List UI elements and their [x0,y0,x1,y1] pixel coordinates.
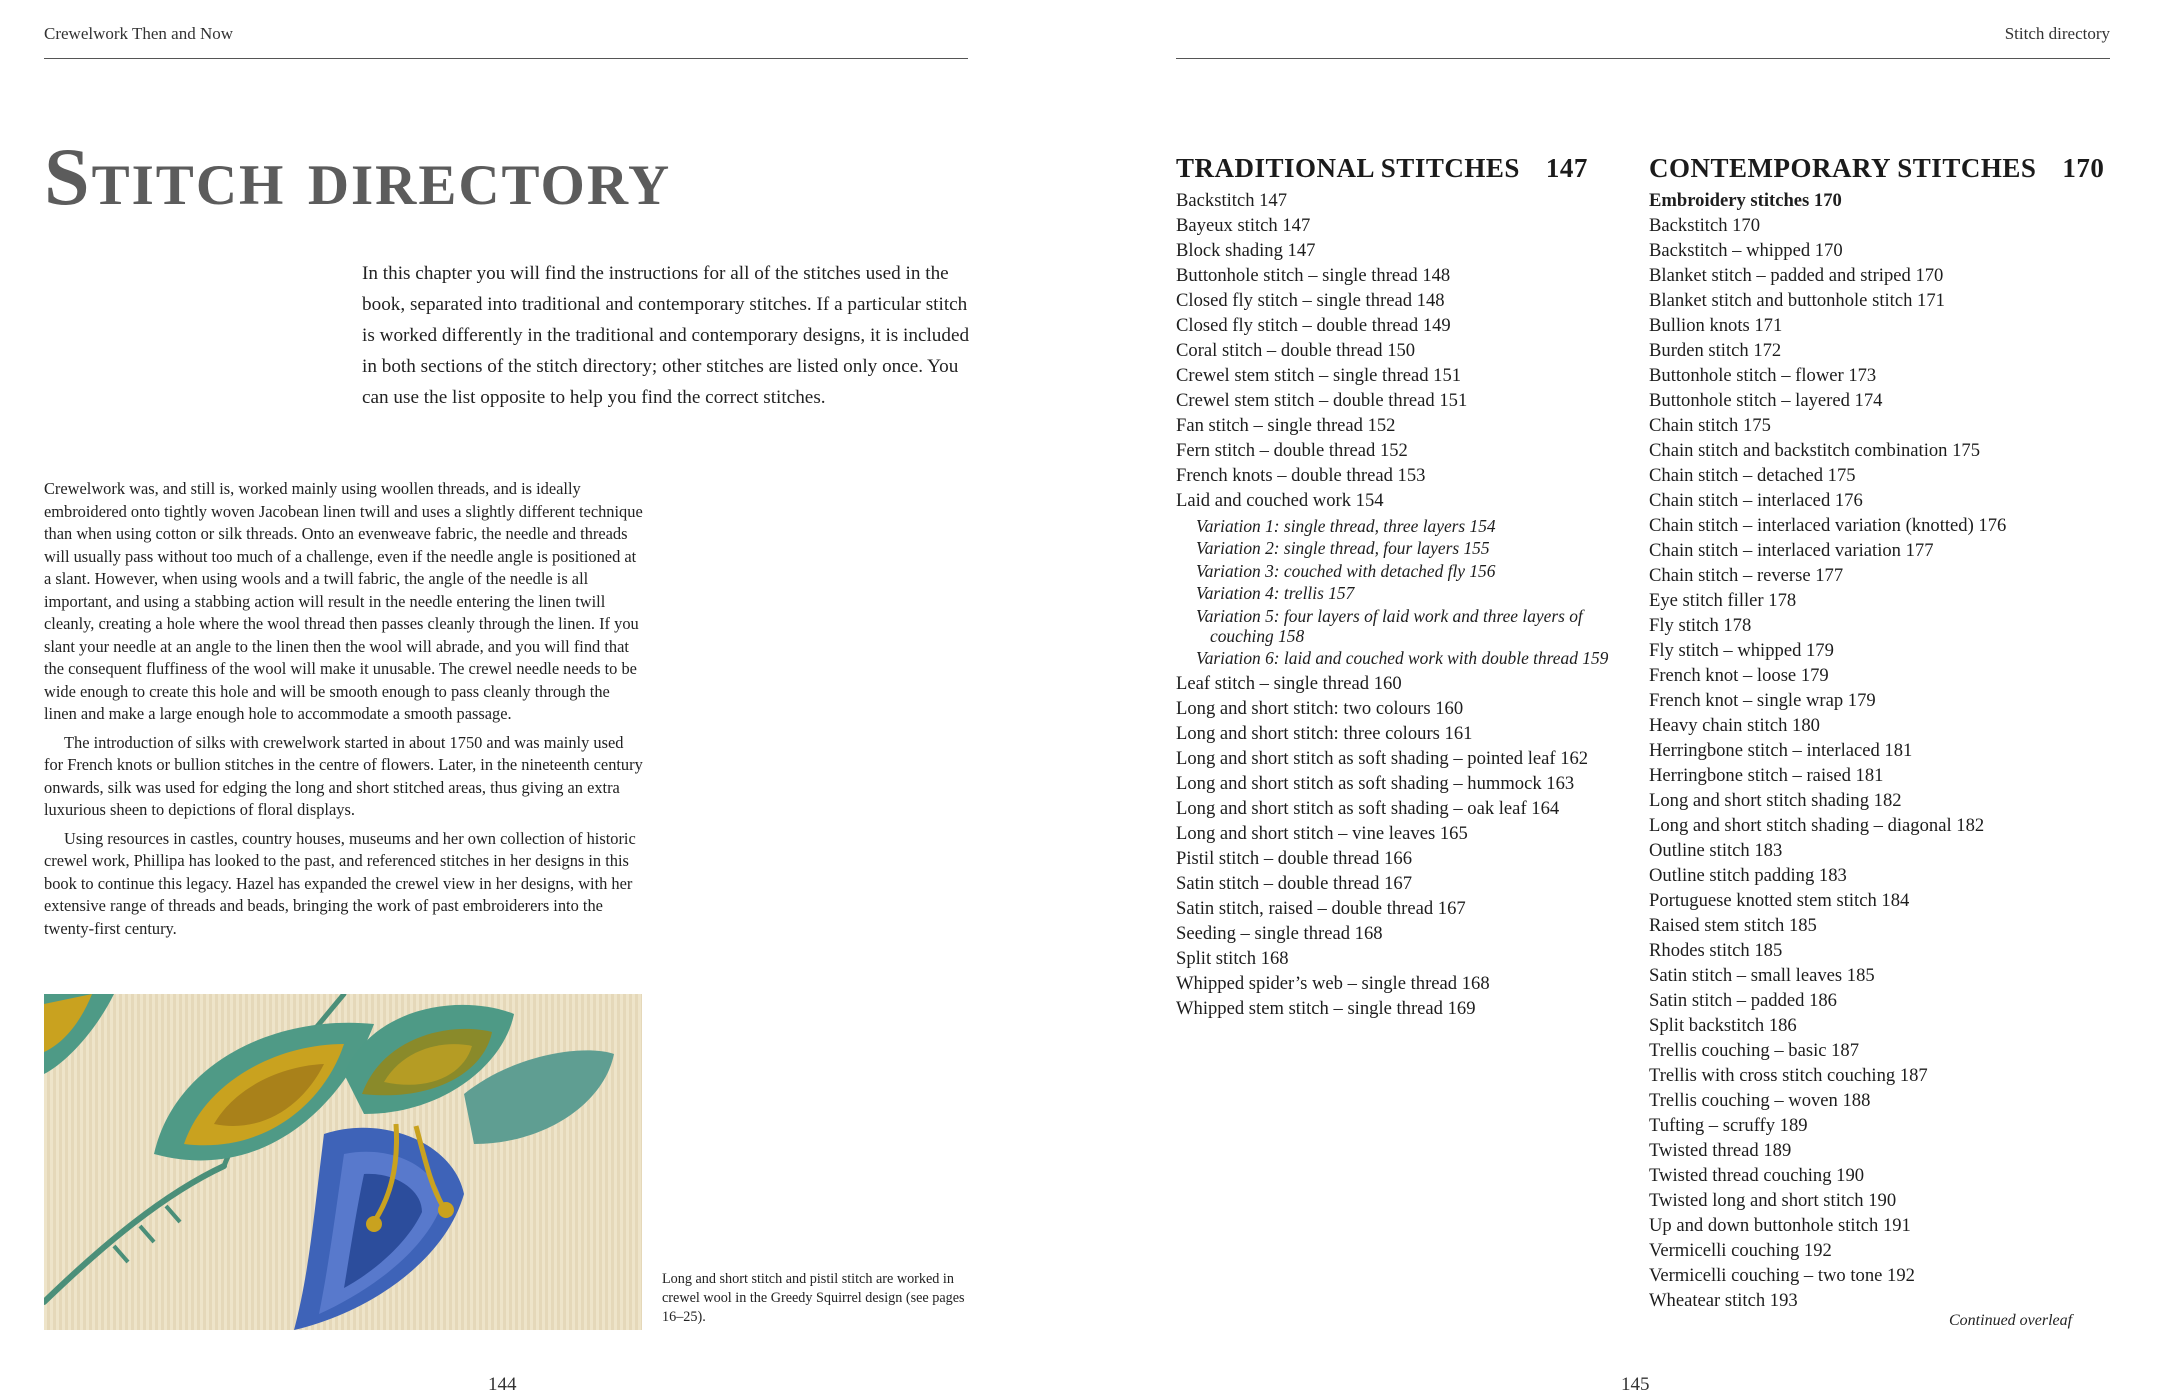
stitch-entry: Block shading 147 [1176,240,1316,261]
right-page [1080,0,2160,1400]
stitch-entry: Laid and couched work 154 [1176,490,1384,511]
stitch-entry: Buttonhole stitch – single thread 148 [1176,265,1451,286]
stitch-entry: Whipped stem stitch – single thread 169 [1176,997,1476,1019]
stitch-entry: Satin stitch – double thread 167 [1176,872,1412,894]
body-paragraph: The introduction of silks with crewelwork started in about 1750 and was mainly used for French knots or bullion stitches in the centre of flowers. Later, in the nineteenth century onwards, silk was used for edging the long and short stitched areas, thus giving an extra luxurious sheen to depictions of floral displays. [44,732,643,819]
stitch-entry: Trellis with cross stitch couching 187 [1649,1065,1928,1086]
stitch-entry: Split backstitch 186 [1649,1015,1797,1036]
stitch-entry: Leaf stitch – single thread 160 [1176,672,1402,694]
continued-note: Continued overleaf [1949,1312,2073,1329]
stitch-entry: Chain stitch – detached 175 [1649,465,1856,486]
stitch-entry: Herringbone stitch – interlaced 181 [1649,740,1913,761]
stitch-entry: Satin stitch – padded 186 [1649,990,1837,1011]
stitch-entry: Long and short stitch as soft shading – pointed leaf 162 [1176,747,1589,769]
stitch-entry: Eye stitch filler 178 [1649,590,1797,611]
stitch-entry: Vermicelli couching – two tone 192 [1649,1265,1915,1286]
stitch-entry: Whipped spider’s web – single thread 168 [1176,972,1490,994]
stitch-entry: Tufting – scruffy 189 [1649,1115,1808,1136]
stitch-entry: Blanket stitch and buttonhole stitch 171 [1649,290,1945,311]
body-paragraph: Crewelwork was, and still is, worked mainly using woollen threads, and is ideally embroidered onto tightly woven Jacobean linen twill and uses a slightly different technique than when using cotton or silk threads. Onto an evenweave fabric, the needle and threads will usually pass without too much of a challenge, even if the needle angle is positioned at a slant. However, when using wools and a twill fabric, the angle of the needle is all important, and using a stabbing action will result in the needle entering the linen twill cleanly, creating a hole where the wool thread then passes cleanly through the linen. If you slant your needle at an angle to the linen then the wool will abrade, and you will find that the consequent fluffiness of the wool will make it unusable. The crewel needle needs to be wide enough to create this hole and will be smooth enough to pass cleanly through the linen and make a large enough hole to accommodate a smooth passage. [44,479,643,723]
stitch-entry: Long and short stitch shading – diagonal 182 [1649,815,1985,836]
traditional-stitches-column [1176,152,1631,1021]
stitch-entry: Fern stitch – double thread 152 [1176,440,1408,461]
stitch-entry: Seeding – single thread 168 [1176,922,1383,944]
stitch-entry: Crewel stem stitch – double thread 151 [1176,390,1468,411]
traditional-heading-page: 147 [1545,153,1588,183]
stitch-entry: Long and short stitch as soft shading – hummock 163 [1176,772,1575,794]
stitch-entry: Chain stitch and backstitch combination 175 [1649,440,1981,461]
photo-caption: Long and short stitch and pistil stitch are worked in crewel wool in the Greedy Squirrel design (see pages 16–25). [662,1271,965,1325]
stitch-entry: French knot – single wrap 179 [1649,690,1876,711]
stitch-entry: Coral stitch – double thread 150 [1176,340,1416,361]
stitch-entry: Twisted long and short stitch 190 [1649,1190,1897,1211]
stitch-entry: Closed fly stitch – single thread 148 [1176,290,1445,311]
stitch-entry: Trellis couching – woven 188 [1649,1090,1871,1111]
stitch-entry: Chain stitch 175 [1649,415,1771,436]
stitch-entry: Closed fly stitch – double thread 149 [1176,315,1451,336]
running-head-left: Crewelwork Then and Now [44,24,234,43]
contemporary-stitches-column [1649,152,2129,1313]
stitch-entry: Satin stitch, raised – double thread 167 [1176,897,1466,919]
traditional-stitch-list [1176,188,1631,1021]
stitch-entry: Fan stitch – single thread 152 [1176,415,1396,436]
embroidery-photo [44,994,642,1330]
stitch-entry: Burden stitch 172 [1649,340,1782,361]
stitch-entry: Outline stitch 183 [1649,840,1783,861]
page-number-left: 144 [488,1374,517,1395]
header-rule-left [44,58,968,59]
stitch-entry: Rhodes stitch 185 [1649,940,1783,961]
stitch-entry: Split stitch 168 [1176,947,1289,969]
stitch-entry: Fly stitch – whipped 179 [1649,640,1834,661]
stitch-entry: Outline stitch padding 183 [1649,865,1847,886]
stitch-entry: Pistil stitch – double thread 166 [1176,847,1413,869]
stitch-variation-entry: Variation 3: couched with detached fly 156 [1196,560,1496,581]
stitch-entry: Chain stitch – interlaced variation 177 [1649,540,1934,561]
stitch-variation-entry: Variation 5: four layers of laid work and three layers of couching 158 [1196,605,1583,646]
stitch-entry: Twisted thread 189 [1649,1140,1792,1161]
body-paragraph: Using resources in castles, country houses, museums and her own collection of historic crewel work, Phillipa has looked to the past, and referenced stitches in her designs in this book to continue this legacy. Hazel has expanded the crewel view in her designs, with her extensive range of threads and beads, bringing the work of past embroiderers into the twenty-first century. [44,828,636,938]
intro-paragraph: In this chapter you will find the instructions for all of the stitches used in the book, separated into traditional and contemporary stitches. If a particular stitch is worked differently in the traditional and contemporary designs, it is included in both sections of the stitch directory; other stitches are listed only once. You can use the list opposite to help you find the correct stitches. [362,263,970,408]
stitch-entry: Long and short stitch – vine leaves 165 [1176,822,1468,844]
embroidery-stitches-subheading: Embroidery stitches 170 [1649,190,1842,211]
stitch-entry: Backstitch – whipped 170 [1649,240,1843,261]
stitch-entry: Blanket stitch – padded and striped 170 [1649,265,1944,286]
stitch-entry: French knot – loose 179 [1649,665,1829,686]
traditional-heading [1176,152,1631,184]
stitch-variation-entry: Variation 2: single thread, four layers 155 [1196,538,1490,558]
stitch-entry: Fly stitch 178 [1649,615,1752,636]
stitch-entry: Long and short stitch: two colours 160 [1176,697,1464,719]
stitch-entry: Raised stem stitch 185 [1649,915,1817,936]
chapter-title: Stitch directory [44,131,672,222]
running-head-right: Stitch directory [2004,24,2110,43]
stitch-entry: Crewel stem stitch – single thread 151 [1176,365,1462,386]
stitch-entry: Long and short stitch: three colours 161 [1176,722,1473,744]
stitch-entry: Satin stitch – small leaves 185 [1649,965,1875,986]
contemporary-stitch-list [1649,213,2129,1313]
body-text [44,478,644,946]
stitch-entry: Wheatear stitch 193 [1649,1290,1798,1311]
stitch-entry: Vermicelli couching 192 [1649,1240,1832,1261]
stitch-entry: French knots – double thread 153 [1176,465,1426,486]
stitch-entry: Chain stitch – reverse 177 [1649,565,1844,586]
stitch-entry: Portuguese knotted stem stitch 184 [1649,890,1910,911]
contemporary-heading-page: 170 [2062,153,2105,183]
contemporary-heading-label: CONTEMPORARY STITCHES [1649,153,2037,183]
stitch-entry: Bayeux stitch 147 [1176,215,1311,236]
stitch-entry: Trellis couching – basic 187 [1649,1040,1860,1061]
stitch-entry: Backstitch 147 [1176,190,1288,211]
stitch-entry: Chain stitch – interlaced 176 [1649,490,1863,511]
stitch-entry: Chain stitch – interlaced variation (knotted) 176 [1649,515,2007,536]
stitch-entry: Heavy chain stitch 180 [1649,715,1820,736]
stitch-entry: Bullion knots 171 [1649,315,1783,336]
stitch-entry: Buttonhole stitch – flower 173 [1649,365,1877,386]
stitch-entry: Backstitch 170 [1649,215,1761,236]
stitch-variation-entry: Variation 6: laid and couched work with double thread 159 [1196,648,1609,668]
stitch-entry: Herringbone stitch – raised 181 [1649,765,1884,786]
traditional-heading-label: TRADITIONAL STITCHES [1176,153,1520,183]
stitch-entry: Buttonhole stitch – layered 174 [1649,390,1883,411]
stitch-entry: Up and down buttonhole stitch 191 [1649,1215,1911,1236]
stitch-variation-entry: Variation 4: trellis 157 [1196,583,1355,603]
stitch-entry: Twisted thread couching 190 [1649,1165,1865,1186]
contemporary-heading [1649,152,2129,184]
stitch-entry: Long and short stitch shading 182 [1649,790,1902,811]
stitch-entry: Long and short stitch as soft shading – oak leaf 164 [1176,797,1560,819]
page-number-right: 145 [1621,1374,1650,1395]
stitch-variation-entry: Variation 1: single thread, three layers 154 [1196,515,1496,536]
header-rule-right [1176,58,2110,59]
